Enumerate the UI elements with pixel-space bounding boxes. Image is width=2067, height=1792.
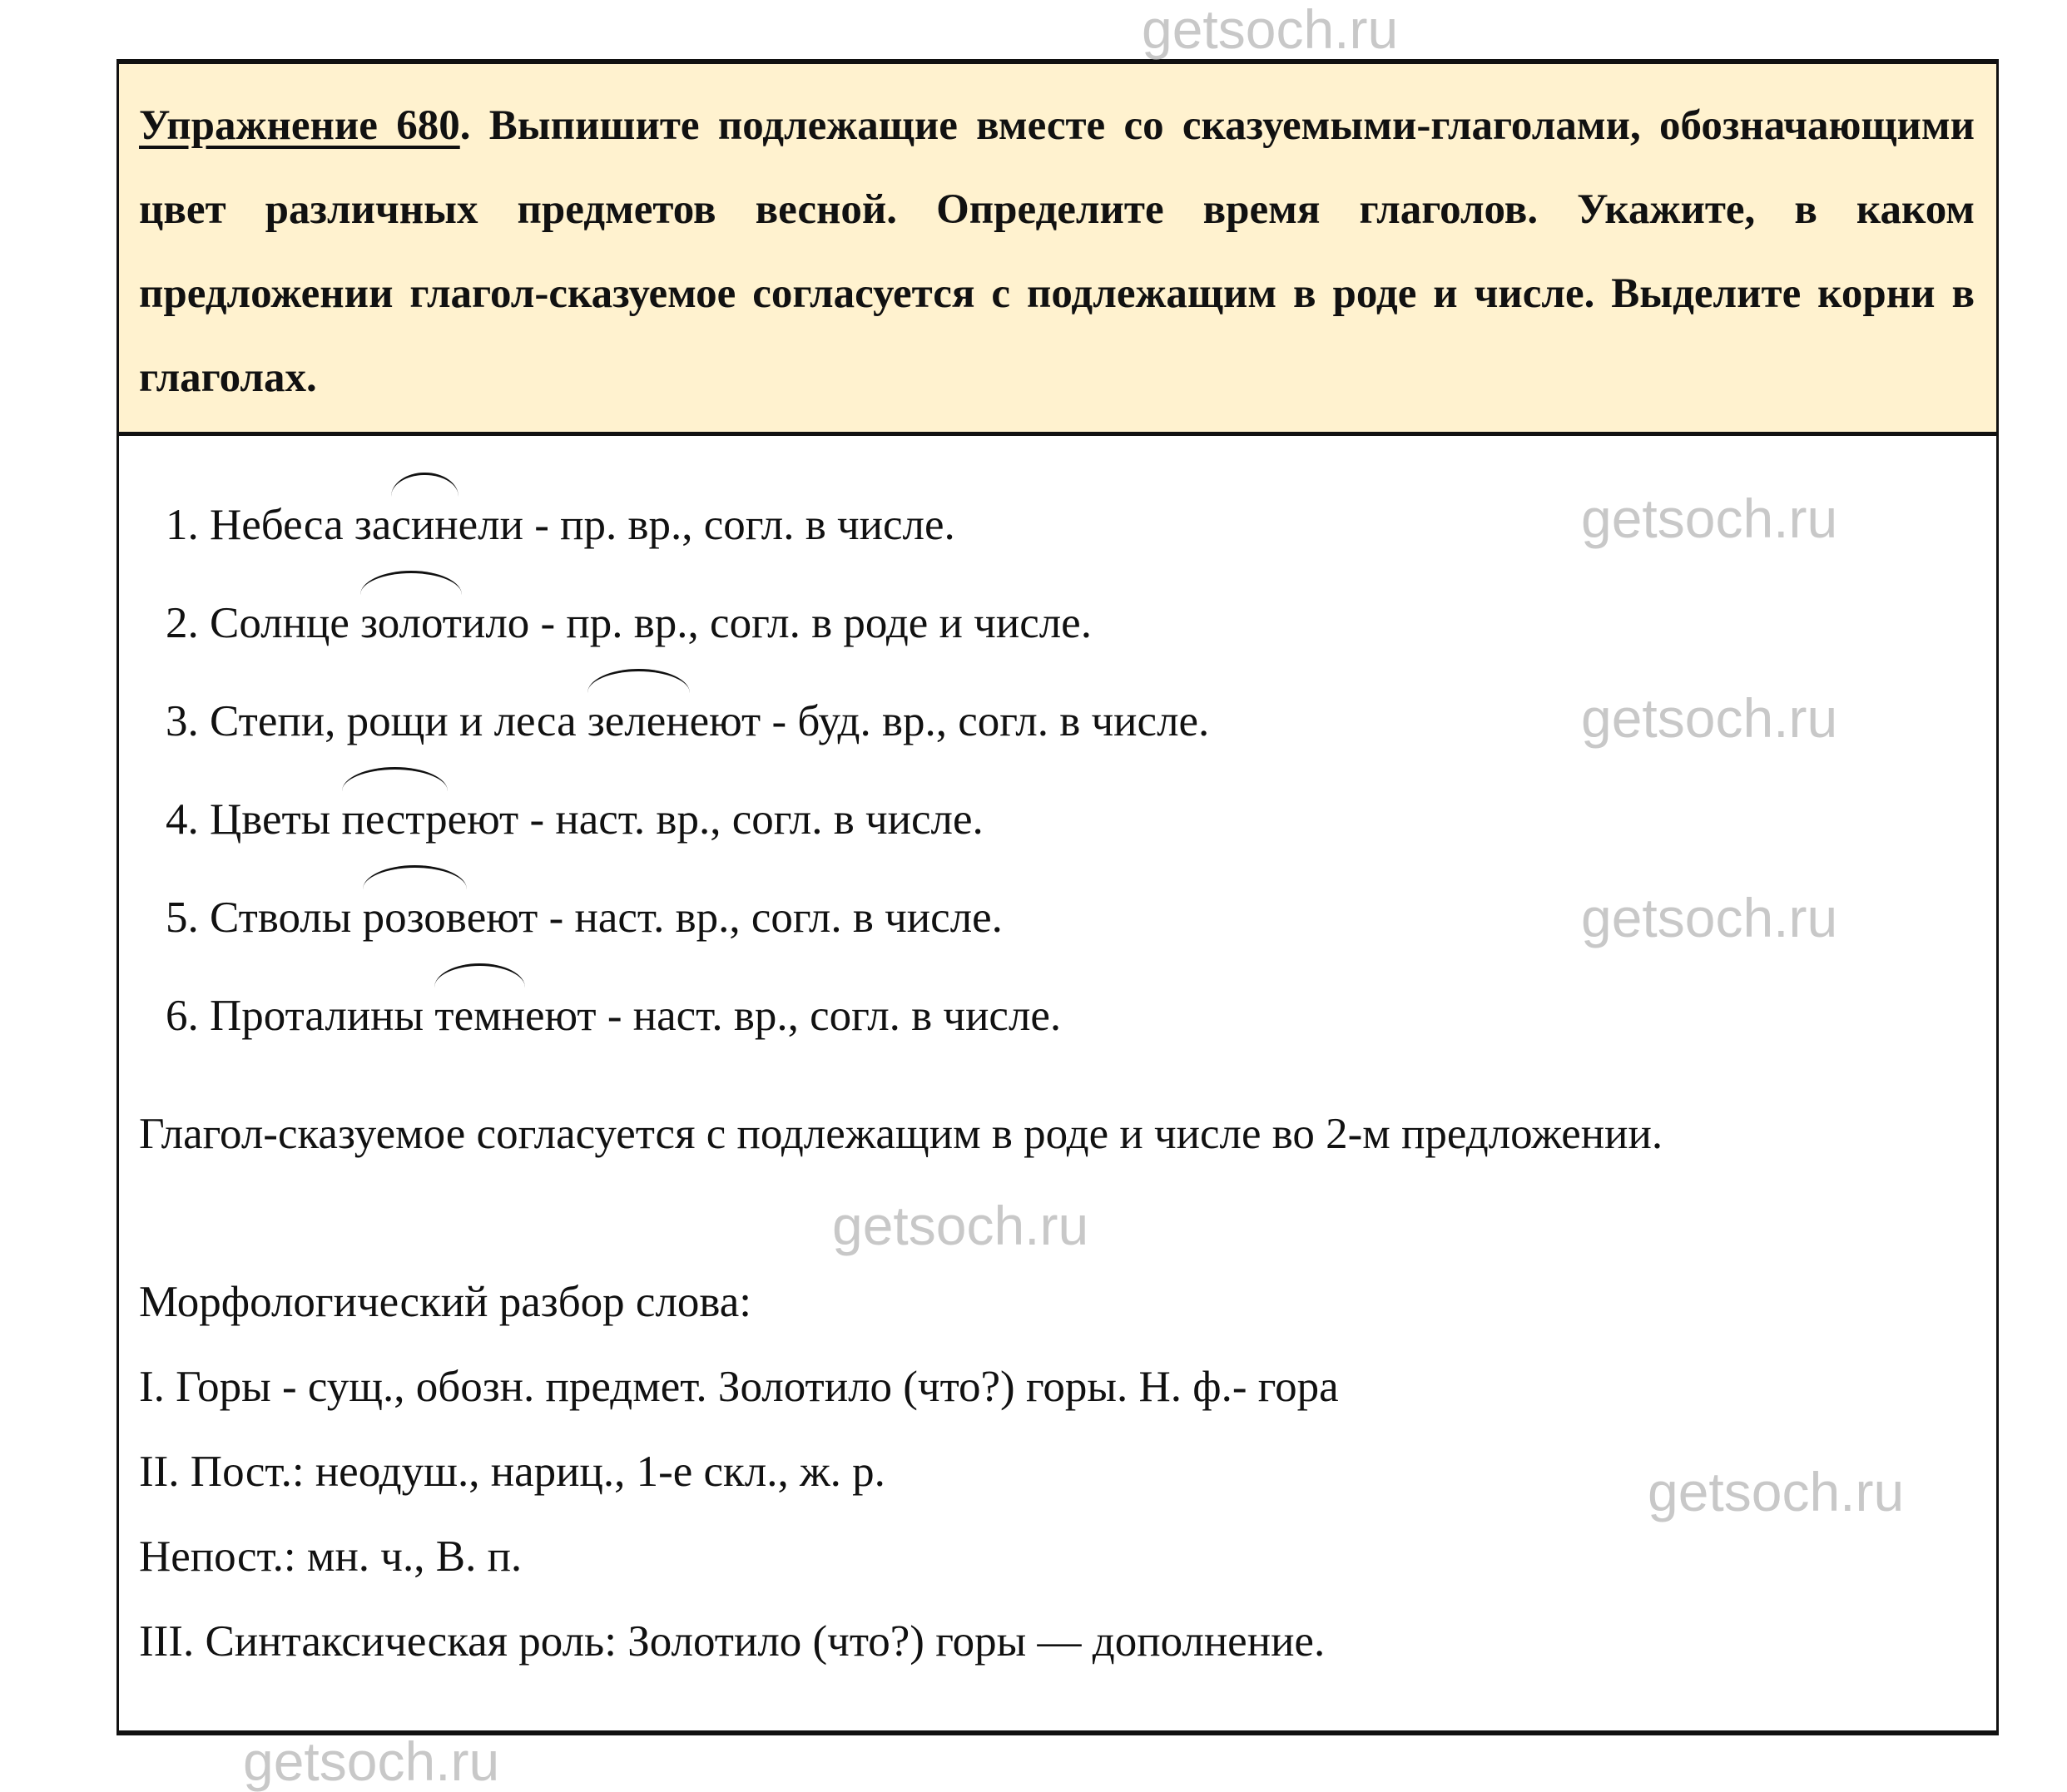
subject: Небеса bbox=[210, 501, 354, 549]
subject: Степи, рощи и леса bbox=[210, 697, 587, 745]
watermark: getsoch.ru bbox=[1581, 887, 1838, 948]
morph-line: Непост.: мн. ч., В. п. bbox=[139, 1532, 523, 1581]
subject: Проталины bbox=[210, 992, 435, 1040]
item-number: 6. bbox=[166, 992, 210, 1040]
root-arc-mark: темн bbox=[434, 967, 525, 1065]
task-statement bbox=[119, 64, 1996, 436]
analysis: - наст. вр., согл. в числе. bbox=[538, 894, 1003, 942]
watermark: getsoch.ru bbox=[243, 1730, 500, 1792]
prefix: за bbox=[354, 501, 392, 549]
item-number: 3. bbox=[166, 697, 210, 745]
morph-title: Морфологический разбор слова: bbox=[139, 1278, 751, 1326]
item-number: 4. bbox=[166, 795, 210, 844]
watermark: getsoch.ru bbox=[1142, 0, 1399, 60]
suffix: ели bbox=[458, 501, 523, 549]
task-text bbox=[139, 84, 1975, 420]
morph-line: III. Синтаксическая роль: Золотило (что?) горы — дополнение. bbox=[139, 1617, 1326, 1666]
task-body: . Выпишите подлежащие вместе со сказуемыми-глаголами, обозначающими цвет различных предметов весной. Определите время глаголов. Укажите, в каком предложении глагол-сказуемое согласуется с подлежащим в роде и числе. Выделите корни в глаголах. bbox=[139, 102, 1975, 401]
suffix: еют bbox=[689, 697, 761, 745]
root-arc-mark: зелен bbox=[587, 672, 690, 770]
explanation bbox=[119, 1092, 1996, 1684]
watermark: getsoch.ru bbox=[1581, 687, 1838, 749]
root-arc-mark: золот bbox=[360, 574, 462, 672]
watermark: getsoch.ru bbox=[1581, 488, 1838, 549]
root-arc-mark: син bbox=[391, 476, 458, 574]
subject: Цветы bbox=[210, 795, 342, 844]
analysis: - пр. вр., согл. в роде и числе. bbox=[529, 599, 1092, 647]
subject: Стволы bbox=[210, 894, 363, 942]
item-number: 5. bbox=[166, 894, 210, 942]
subject: Солнце bbox=[210, 599, 361, 647]
analysis: - буд. вр., согл. в числе. bbox=[761, 697, 1210, 745]
morph-line: I. Горы - сущ., обозн. предмет. Золотило (что?) горы. Н. ф.- гора bbox=[139, 1363, 1339, 1411]
item-number: 1. bbox=[166, 501, 210, 549]
suffix: еют bbox=[525, 992, 597, 1040]
watermark: getsoch.ru bbox=[832, 1195, 1089, 1256]
suffix: еют bbox=[447, 795, 519, 844]
answer-item bbox=[166, 967, 1996, 1065]
answer-item bbox=[166, 770, 1996, 869]
analysis: - пр. вр., согл. в числе. bbox=[523, 501, 955, 549]
suffix: еют bbox=[466, 894, 538, 942]
morph-line: II. Пост.: неодуш., нариц., 1-е скл., ж. р. bbox=[139, 1448, 885, 1496]
root-arc-mark: пестр bbox=[342, 770, 448, 869]
suffix: ило bbox=[461, 599, 530, 647]
analysis: - наст. вр., согл. в числе. bbox=[518, 795, 984, 844]
answer-item bbox=[166, 574, 1996, 672]
conclusion: Глагол-сказуемое согласуется с подлежащим в роде и числе во 2-м предложении. bbox=[139, 1110, 1663, 1158]
analysis: - наст. вр., согл. в числе. bbox=[596, 992, 1062, 1040]
item-number: 2. bbox=[166, 599, 210, 647]
watermark: getsoch.ru bbox=[1648, 1461, 1905, 1522]
exercise-label: Упражнение 680 bbox=[139, 102, 460, 149]
root-arc-mark: розов bbox=[363, 869, 467, 967]
